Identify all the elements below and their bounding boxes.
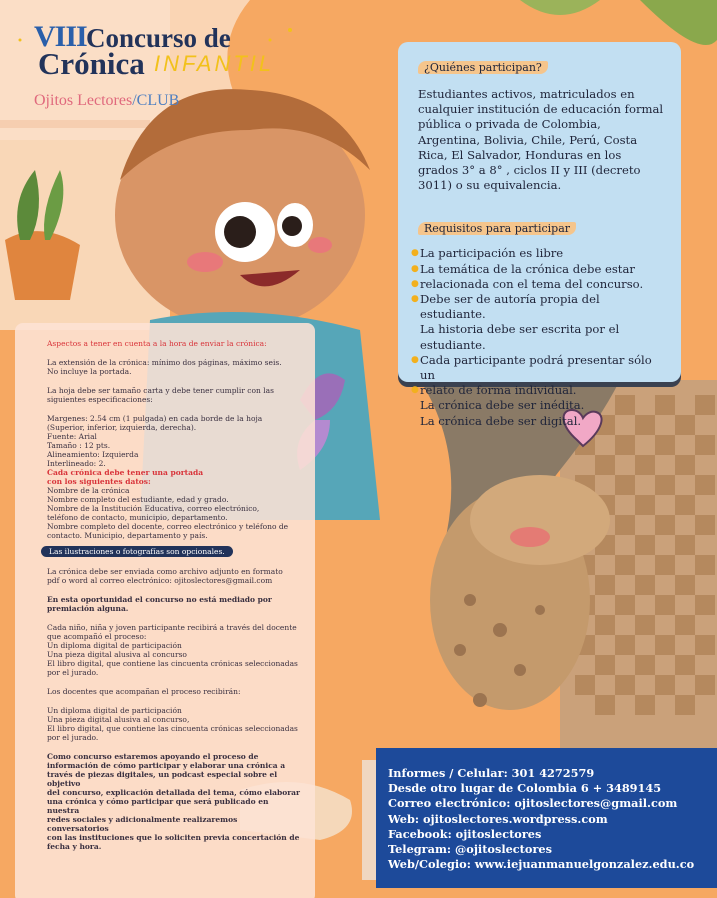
text-line: una crónica y cómo participar que será publicado en nuestra — [47, 797, 269, 815]
bullet-icon: ● — [411, 354, 419, 365]
portada-heading: Cada crónica debe tener una portada — [47, 468, 204, 477]
list-item: ● Debe ser de autoría propia del estudiante. — [411, 292, 600, 322]
title-line-1: Concurso de — [86, 23, 231, 53]
list-item: Una pieza digital alusiva al concurso, — [47, 715, 190, 724]
text-line: con las instituciones que lo soliciten previa concertación de — [47, 833, 300, 842]
ilustraciones-note: Las ilustraciones o fotografías son opcionales. — [41, 546, 233, 557]
list-item: ● relato de forma individual. — [411, 383, 577, 398]
text-line: La hoja debe ser tamaño carta y debe tener cumplir con las — [47, 386, 274, 395]
list-item: El libro digital, que contiene las cincuenta crónicas seleccionadas — [47, 659, 298, 668]
text-line: pdf o word al correo electrónico: ojitoslectores@gmail.com — [47, 576, 273, 585]
aspectos-heading: Aspectos a tener en cuenta a la hora de enviar la crónica: — [47, 339, 267, 348]
list-item: Nombre completo del estudiante, edad y grado. — [47, 495, 229, 504]
spec-line: Tamaño : 12 pts. — [47, 441, 111, 450]
bullet-icon: ● — [411, 385, 419, 396]
list-item: La crónica debe ser inédita. — [420, 398, 585, 413]
spec-line: Alineamiento: Izquierda — [47, 450, 139, 459]
text-line: premiación alguna. — [47, 604, 129, 613]
org-suffix: CLUB — [136, 92, 180, 109]
submission-rules-card — [15, 323, 315, 898]
list-item: por el jurado. — [47, 733, 99, 742]
bullet-icon: ● — [411, 294, 419, 305]
spec-line: Interlineado: 2. — [47, 459, 106, 468]
list-item: teléfono de contacto, municipio, departamento. — [47, 513, 228, 522]
list-item: El libro digital, que contiene las cincuenta crónicas seleccionadas — [47, 724, 298, 733]
title-line-2: Crónica — [38, 46, 145, 81]
org-slash: / — [132, 92, 137, 109]
text-line: través de piezas digitales, un podcast especial sobre el objetivo — [47, 770, 278, 788]
title-accent: INFANTIL — [154, 51, 275, 76]
text-line: En esta oportunidad el concurso no está mediado por — [47, 595, 272, 604]
list-item: por el jurado. — [47, 668, 99, 677]
text-line: del concurso, explicación detallada del tema, cómo elaborar — [47, 788, 300, 797]
text-line: Como concurso estaremos apoyando el proceso de — [47, 752, 259, 761]
text-line: siguientes especificaciones: — [47, 395, 153, 404]
list-item: Nombre de la Institución Educativa, correo electrónico, — [47, 504, 260, 513]
contact-email: Correo electrónico: ojitoslectores@gmail.com — [388, 796, 678, 811]
contact-phone: Informes / Celular: 301 4272579 — [388, 766, 595, 780]
list-item: La crónica debe ser digital. — [420, 413, 582, 428]
text-line: Cada niño, niña y joven participante recibirá a través del docente — [47, 623, 297, 632]
contact-school-web: Web/Colegio: www.iejuanmanuelgonzalez.edu.co — [388, 857, 695, 872]
quienes-body: Estudiantes activos, matriculados en cualquier institución de educación formal pública o privada de Colombia, Argentina, Bolivia, Chile, Perú, Costa Rica, El Salvador, Honduras en los grados 3° a 8° , ciclos II y III (decreto 3011) o su equivalencia. — [418, 87, 664, 193]
contact-facebook: Facebook: ojitoslectores — [388, 826, 542, 841]
participation-info-card — [398, 42, 681, 428]
list-item: ● La participación es libre — [411, 246, 564, 261]
list-item: ● relacionada con el tema del concurso. — [411, 276, 644, 291]
quienes-heading: ¿Quiénes participan? — [418, 61, 548, 74]
text-line: fecha y hora. — [47, 842, 102, 851]
bullet-icon: ● — [411, 278, 419, 289]
contact-phone-national: Desde otro lugar de Colombia 6 + 3489145 — [388, 781, 662, 796]
contact-footer — [376, 748, 717, 888]
list-item: contacto. Municipio, departamento y país. — [47, 531, 208, 540]
contact-telegram: Telegram: @ojitoslectores — [388, 842, 552, 857]
portada-heading: con los siguientes datos: — [47, 477, 151, 486]
text-line: La crónica debe ser enviada como archivo adjunto en formato — [47, 567, 283, 576]
org-name: Ojitos Lectores — [34, 92, 133, 109]
text-line: redes sociales y adicionalmente realizaremos conversatorios — [47, 815, 238, 833]
text-line: información de cómo participar y elaborar una crónica a — [47, 761, 286, 770]
spec-line: (Superior, inferior, izquierda, derecha). — [47, 423, 197, 432]
spec-line: Fuente: Arial — [47, 432, 97, 441]
text-line: que acompañó el proceso: — [47, 632, 147, 641]
text-line: No incluye la portada. — [47, 367, 132, 376]
bullet-icon: ● — [411, 248, 419, 259]
list-item: ● Cada participante podrá presentar sólo un — [411, 352, 652, 383]
spec-line: Margenes: 2.54 cm (1 pulgada) en cada borde de la hoja — [47, 414, 263, 423]
list-item: Nombre de la crónica — [47, 486, 130, 495]
requisitos-list — [411, 246, 665, 428]
edition-number: VIII — [34, 20, 87, 53]
requisitos-heading: Requisitos para participar — [418, 222, 576, 235]
org-brand — [34, 92, 179, 110]
bullet-icon: ● — [411, 263, 419, 274]
list-item: Un diploma digital de participación — [47, 641, 182, 650]
list-item: La historia debe ser escrita por el estudiante. — [420, 322, 620, 352]
contact-web: Web: ojitoslectores.wordpress.com — [388, 811, 608, 826]
list-item: ● La temática de la crónica debe estar — [411, 261, 635, 276]
list-item: Nombre completo del docente, correo electrónico y teléfono de — [47, 522, 289, 531]
list-item: Un diploma digital de participación — [47, 706, 182, 715]
text-line: La extensión de la crónica: mínimo dos páginas, máximo seis. — [47, 358, 282, 367]
list-item: Una pieza digital alusiva al concurso — [47, 650, 187, 659]
text-line: Los docentes que acompañan el proceso recibirán: — [47, 687, 241, 696]
